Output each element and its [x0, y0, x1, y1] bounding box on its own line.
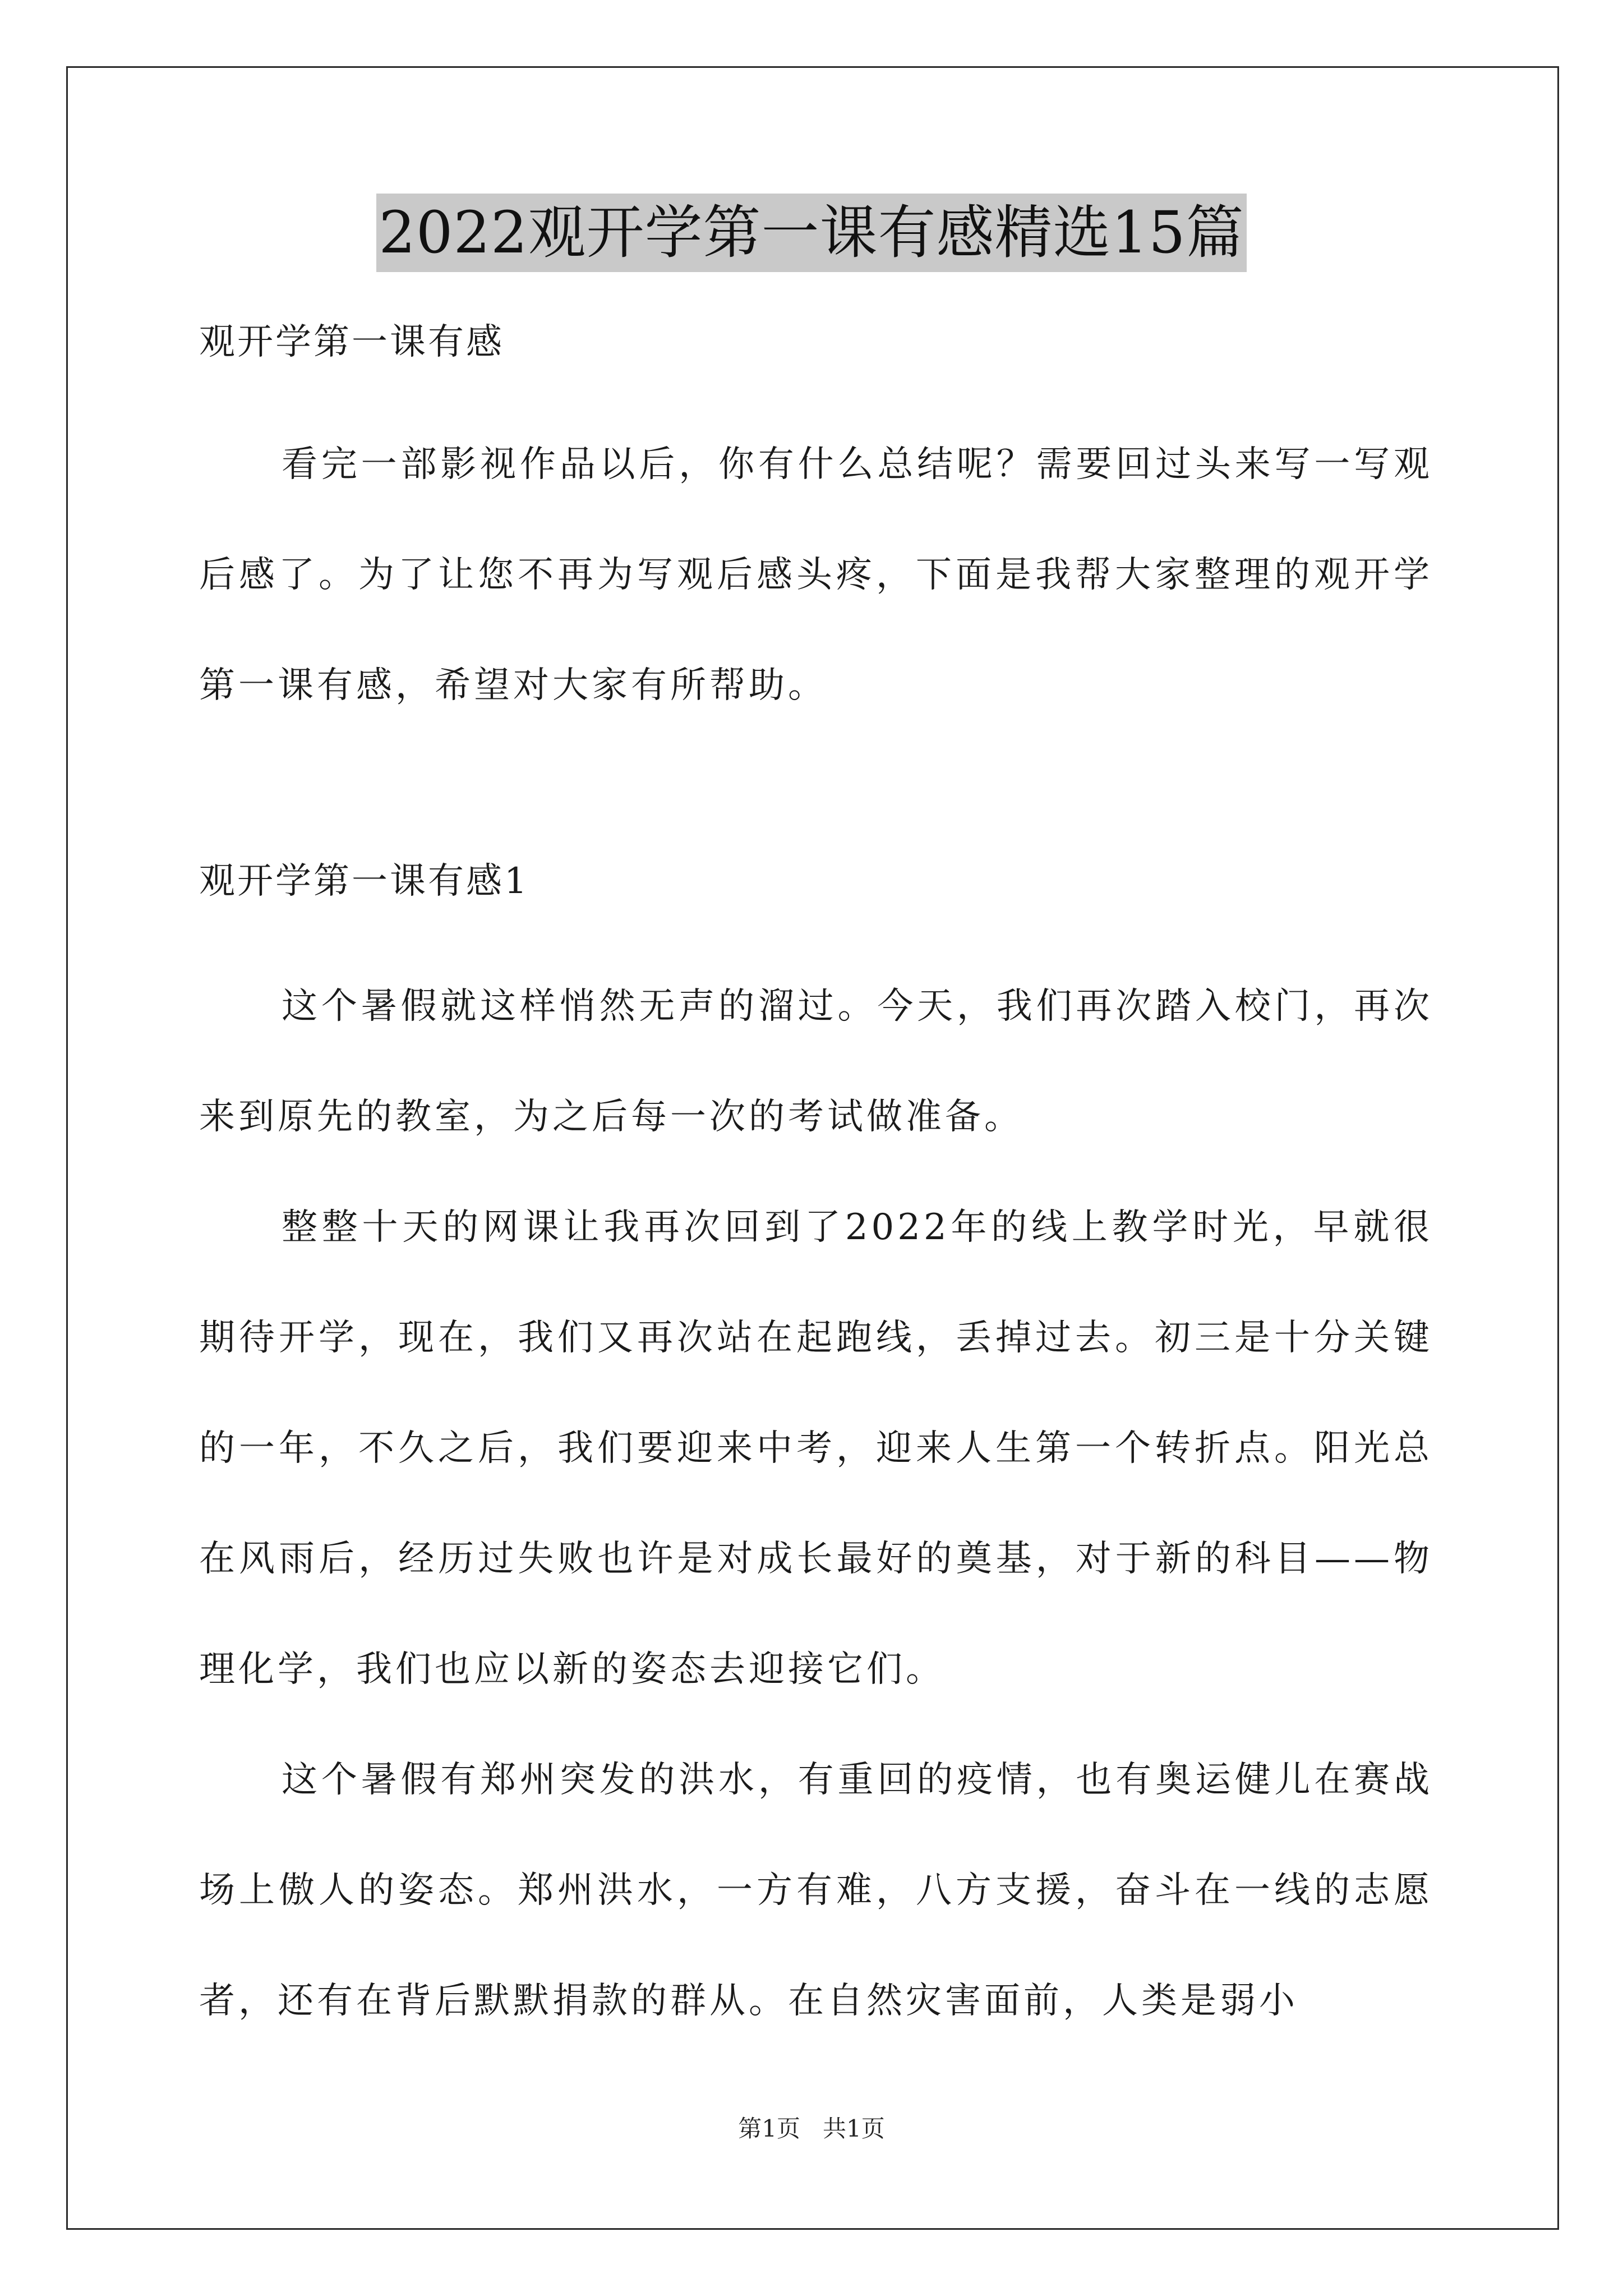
body-paragraph-3: 这个暑假有郑州突发的洪水，有重回的疫情，也有奥运健儿在赛战场上傲人的姿态。郑州洪水，一方有难，八方支援，奋斗在一线的志愿者，还有在背后默默捐款的群从。在自然灾害面前，人类是弱小: [199, 1759, 1433, 2022]
title-wrapper: [0, 194, 1623, 272]
page-number: 第1页: [738, 2115, 800, 2142]
intro-heading: 观开学第一课有感: [199, 321, 504, 363]
intro-paragraph: 看完一部影视作品以后，你有什么总结呢？需要回过头来写一写观后感了。为了让您不再为写观后感头疼，下面是我帮大家整理的观开学第一课有感，希望对大家有所帮助。: [199, 444, 1433, 706]
page-footer: [0, 2112, 1623, 2146]
body-paragraph-1: 这个暑假就这样悄然无声的溜过。今天，我们再次踏入校门，再次来到原先的教室，为之后每一次的考试做准备。: [199, 986, 1433, 1138]
section-heading: 观开学第一课有感1: [199, 861, 529, 902]
document-body: [199, 314, 1433, 2056]
document-title: 2022观开学第一课有感精选15篇: [376, 194, 1246, 272]
page-total: 共1页: [823, 2115, 885, 2142]
body-paragraph-2: 整整十天的网课让我再次回到了2022年的线上教学时光，早就很期待开学，现在，我们又再次站在起跑线，丢掉过去。初三是十分关键的一年，不久之后，我们要迎来中考，迎来人生第一个转折点。阳光总在风雨后，经历过失败也许是对成长最好的奠基，对于新的科目——物理化学，我们也应以新的姿态去迎接它们。: [199, 1207, 1433, 1690]
